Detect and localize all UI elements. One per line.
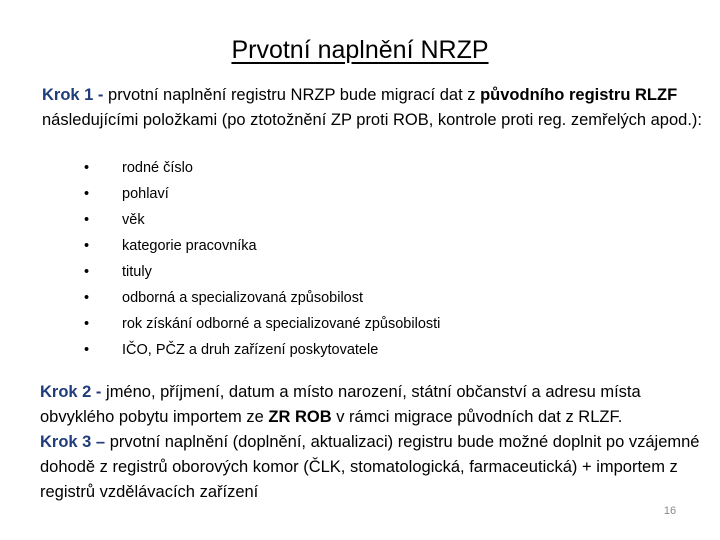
list-item [84, 207, 440, 233]
step-3-label: Krok 3 – [40, 433, 106, 451]
list-item [84, 233, 440, 259]
step-2-paragraph [40, 380, 705, 430]
slide-title: Prvotní naplnění NRZP [231, 36, 489, 64]
step-1-label: Krok 1 - [42, 86, 104, 104]
step-2-label: Krok 2 - [40, 383, 102, 401]
step-1-source-registry: původního registru RLZF [480, 86, 678, 104]
list-item-text: kategorie pracovníka [122, 238, 257, 254]
step-2-text-a: jméno, příjmení, datum a místo narození, státní občanství a adresu místa obvyklého pobytu importem ze [40, 383, 641, 426]
step-1-text-a: prvotní naplnění registru NRZP bude migrací dat z [103, 86, 481, 104]
list-item [84, 259, 440, 285]
list-item-text: věk [122, 212, 145, 228]
list-item-text: tituly [122, 264, 152, 280]
bullet-icon: • [84, 160, 90, 176]
bullet-icon: • [84, 186, 90, 202]
lower-steps [40, 380, 705, 505]
list-item-text: pohlaví [122, 186, 169, 202]
bullet-icon: • [84, 238, 90, 254]
list-item [84, 311, 440, 337]
list-item [84, 337, 440, 363]
bullet-icon: • [84, 342, 90, 358]
list-item [84, 155, 440, 181]
list-item [84, 285, 440, 311]
bullet-icon: • [84, 290, 90, 306]
bullet-icon: • [84, 264, 90, 280]
bullet-icon: • [84, 316, 90, 332]
step-3-text-a: prvotní naplnění (doplnění, aktualizaci) registru bude možné doplnit po vzájemné dohodě z registrů oborových komor (ČLK, stomatologická, farmaceutická) + importem z registrů vzdělávacích zařízení [40, 433, 700, 501]
step-3-paragraph [40, 430, 705, 505]
step-1-text-b: následujícími položkami (po ztotožnění ZP proti ROB, kontrole proti reg. zemřelých apod.): [42, 111, 702, 129]
list-item-text: odborná a specializovaná způsobilost [122, 290, 364, 306]
page-number: 16 [663, 505, 677, 517]
list-item-text: rok získání odborné a specializované způsobilosti [122, 316, 441, 332]
migrated-fields-list [84, 155, 440, 363]
list-item [84, 181, 440, 207]
list-item-text: rodné číslo [122, 160, 193, 176]
step-1-paragraph [42, 83, 702, 133]
list-item-text: IČO, PČZ a druh zařízení poskytovatele [122, 342, 379, 358]
step-2-source-registry: ZR ROB [268, 408, 332, 426]
step-2-text-b: v rámci migrace původních dat z RLZF. [331, 408, 623, 426]
bullet-icon: • [84, 212, 90, 228]
